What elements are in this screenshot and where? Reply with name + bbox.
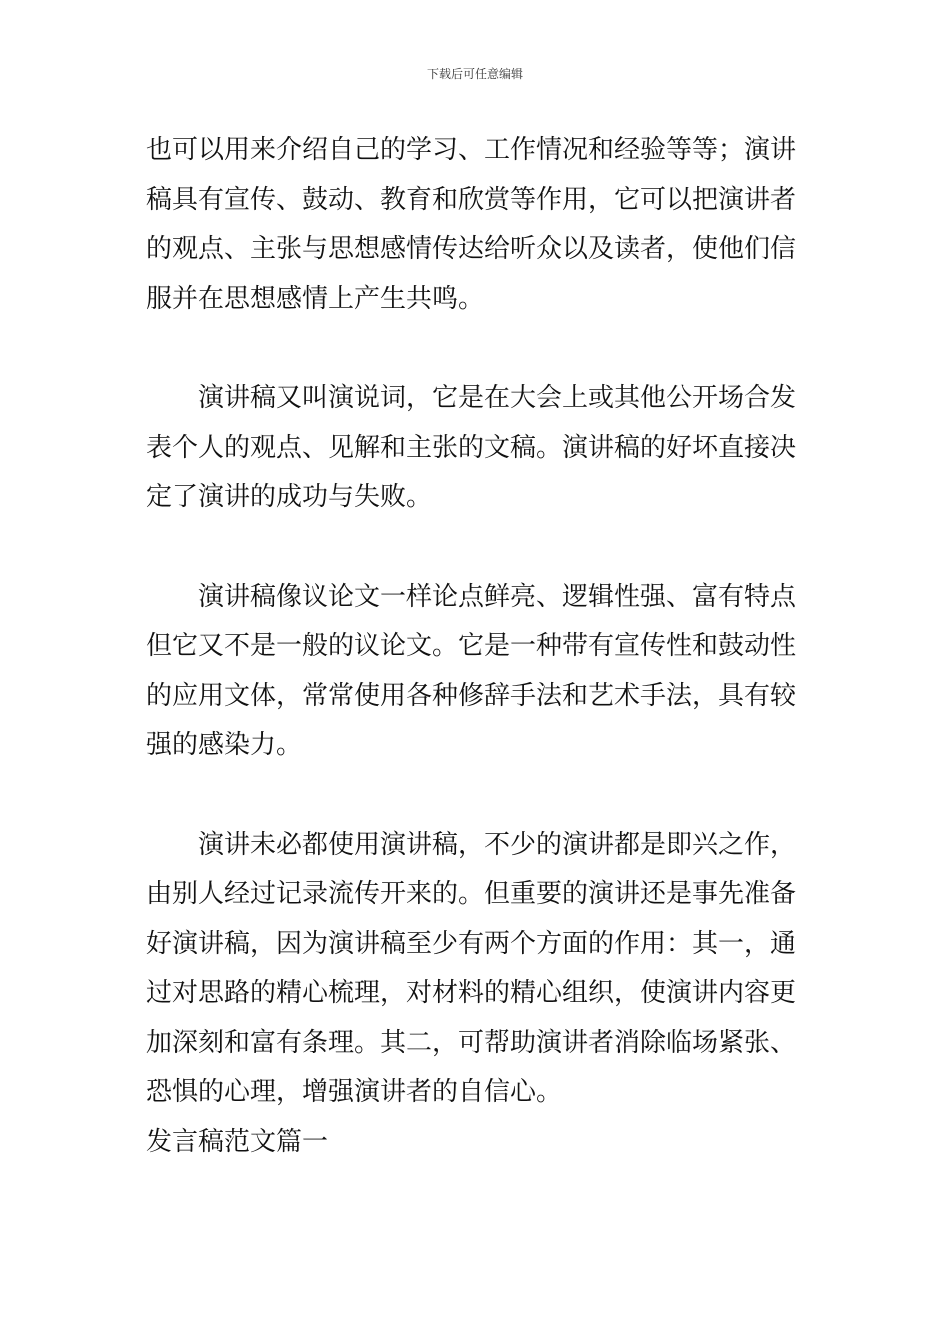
text-line: 稿具有宣传、鼓动、教育和欣赏等作用，它可以把演讲者 bbox=[146, 184, 797, 215]
paragraph-spacer bbox=[146, 771, 808, 821]
section-title: 发言稿范文篇一 bbox=[146, 1126, 329, 1157]
paragraph-4 bbox=[146, 821, 808, 1118]
paragraph-spacer bbox=[146, 523, 808, 573]
text-line: 也可以用来介绍自己的学习、工作情况和经验等等；演讲 bbox=[146, 135, 797, 165]
document-body bbox=[146, 126, 808, 1167]
paragraph-3 bbox=[146, 573, 808, 771]
text-line: 强的感染力。 bbox=[146, 730, 303, 760]
text-line: 过对思路的精心梳理，对材料的精心组织，使演讲内容更 bbox=[146, 978, 797, 1008]
paragraph-2 bbox=[146, 374, 808, 523]
text-line: 由别人经过记录流传开来的。但重要的演讲还是事先准备 bbox=[146, 879, 797, 909]
text-line: 表个人的观点、见解和主张的文稿。演讲稿的好坏直接决 bbox=[146, 432, 797, 463]
page-header: 下载后可任意编辑 bbox=[426, 67, 523, 81]
text-line: 演讲稿像议论文一样论点鲜亮、逻辑性强、富有特点 bbox=[198, 581, 797, 612]
text-line: 恐惧的心理，增强演讲者的自信心。 bbox=[146, 1077, 563, 1107]
text-line: 定了演讲的成功与失败。 bbox=[146, 482, 433, 512]
text-line: 加深刻和富有条理。其二，可帮助演讲者消除临场紧张、 bbox=[146, 1027, 797, 1058]
paragraph-spacer bbox=[146, 324, 808, 374]
paragraph-1 bbox=[146, 126, 808, 324]
text-line: 演讲稿又叫演说词，它是在大会上或其他公开场合发 bbox=[198, 383, 797, 413]
text-line: 好演讲稿，因为演讲稿至少有两个方面的作用：其一，通 bbox=[146, 928, 797, 959]
text-line: 演讲未必都使用演讲稿，不少的演讲都是即兴之作， bbox=[198, 829, 797, 860]
text-line: 服并在思想感情上产生共鸣。 bbox=[146, 283, 485, 314]
text-line: 的应用文体，常常使用各种修辞手法和艺术手法，具有较 bbox=[146, 680, 797, 711]
text-line: 但它又不是一般的议论文。它是一种带有宣传性和鼓动性 bbox=[146, 631, 797, 661]
text-line: 的观点、主张与思想感情传达给听众以及读者，使他们信 bbox=[146, 234, 797, 264]
